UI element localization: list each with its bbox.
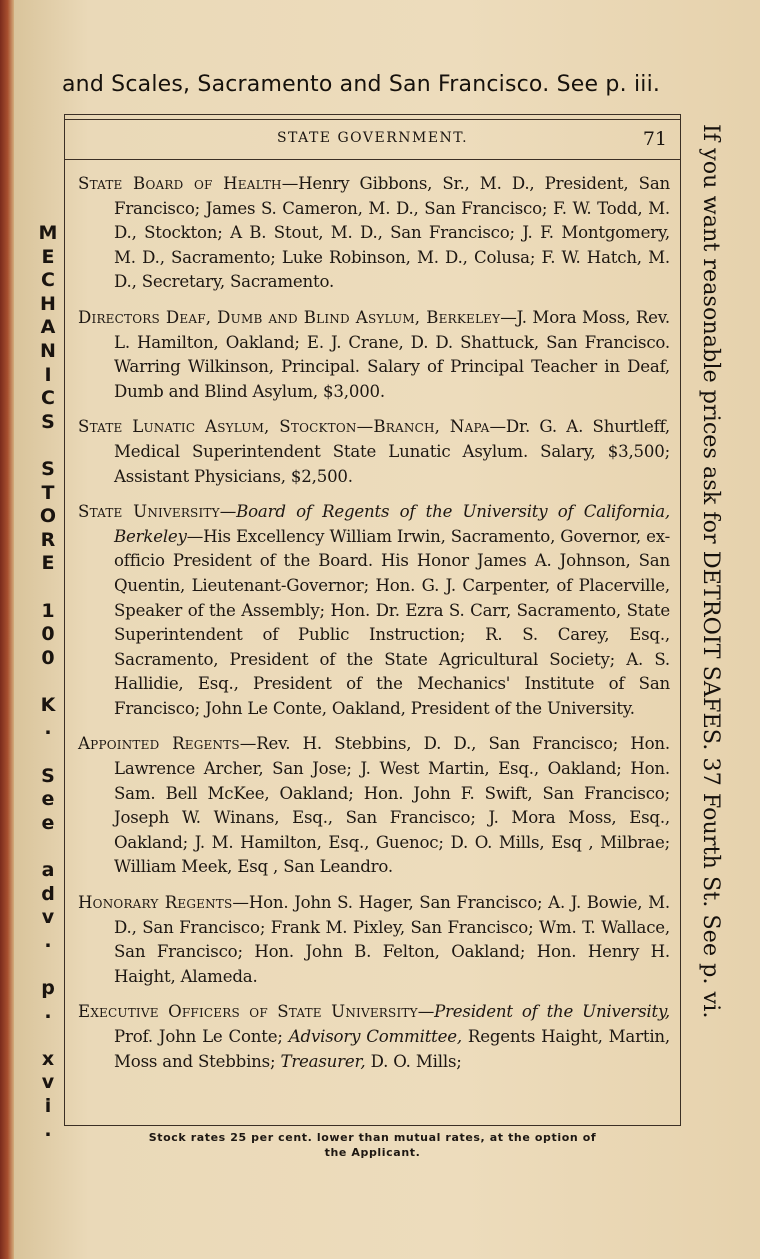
top-advertisement: and Scales, Sacramento and San Francisco. See p. iii. bbox=[62, 72, 661, 97]
left-ad-char: p bbox=[41, 977, 55, 999]
left-ad-char: 0 bbox=[41, 646, 55, 669]
left-ad-char: R bbox=[40, 528, 56, 551]
left-ad-char: H bbox=[40, 292, 56, 315]
footer-note bbox=[64, 1130, 681, 1160]
entry-deaf-dumb-blind-asylum bbox=[78, 306, 670, 404]
left-ad-char bbox=[34, 576, 62, 600]
left-ad-char bbox=[34, 953, 62, 977]
left-ad-char: E bbox=[41, 245, 55, 268]
left-ad-char bbox=[34, 741, 62, 765]
left-ad-char bbox=[34, 670, 62, 694]
entry-italic-3: Treasurer, bbox=[280, 1051, 366, 1071]
entry-appointed-regents bbox=[78, 732, 670, 880]
left-ad-char: . bbox=[44, 1118, 52, 1141]
entry-text: —Henry Gibbons, Sr., M. D., President, San Francisco; James S. Cameron, M. D., San Francisco; F. W. Todd, M. D., Stockton; A B. Stout, M. D., San Francisco; J. F. Montgomery, M. D., Sacramento; Luke Robinson, M. D., Colusa; F. W. Hatch, M. D., Secretary, Sacramento. bbox=[114, 174, 670, 292]
entry-text: —Dr. G. A. Shurtleff, Medical Superintendent State Lunatic Asylum. Salary, $3,500; Assistant Physicians, $2,500. bbox=[114, 417, 670, 486]
left-ad-char: . bbox=[44, 717, 52, 740]
entry-text: Prof. John Le Conte; bbox=[114, 1027, 289, 1046]
right-margin-advertisement bbox=[686, 124, 736, 1144]
left-ad-char bbox=[34, 434, 62, 458]
left-ad-char: e bbox=[41, 811, 55, 834]
page-number: 71 bbox=[642, 128, 667, 150]
running-head-title: STATE GOVERNMENT. bbox=[276, 130, 469, 146]
left-ad-char: 0 bbox=[41, 623, 55, 646]
left-ad-char: S bbox=[41, 410, 55, 433]
left-ad-char: 1 bbox=[41, 599, 55, 622]
left-ad-char: A bbox=[40, 316, 56, 339]
entry-heading: Honorary Regents bbox=[78, 893, 233, 913]
entry-text: —Rev. H. Stebbins, D. D., San Francisco; Hon. Lawrence Archer, San Jose; J. West Martin, Esq., Oakland; Hon. Sam. Bell McKee, Oakland; Hon. John F. Swift, San Francisco; Joseph W. Winans, Esq., San Francisco; J. Mora Moss, Esq., Oakland; J. M. Hamilton, Esq., Guenoc; D. O. Mills, Esq , Milbrae; William Meek, Esq , San Leandro. bbox=[114, 734, 670, 877]
entry-heading: State Board of Health bbox=[78, 174, 282, 193]
left-ad-char: S bbox=[41, 764, 55, 787]
entry-honorary-regents bbox=[78, 891, 670, 989]
left-ad-char: i bbox=[44, 1094, 52, 1117]
entry-italic: —President of the University, bbox=[417, 1002, 671, 1022]
left-ad-char: v bbox=[41, 1071, 55, 1094]
left-ad-char bbox=[34, 1024, 62, 1048]
entry-heading: State University bbox=[78, 502, 220, 522]
left-ad-char: a bbox=[41, 859, 55, 882]
left-ad-char: E bbox=[41, 552, 55, 575]
footer-line-2: the Applicant. bbox=[324, 1146, 421, 1159]
left-ad-char: . bbox=[44, 1000, 52, 1023]
entry-heading: Directors Deaf, Dumb and Blind Asylum, Berkeley bbox=[78, 307, 501, 327]
left-margin-advertisement bbox=[34, 222, 62, 1142]
entry-lunatic-asylum bbox=[78, 415, 670, 489]
entry-text: —His Excellency William Irwin, Sacramento, Governor, ex-officio President of the Board. His Honor James A. Johnson, San Quentin, Lieutenant-Governor; Hon. G. J. Carpenter, of Placerville, Speaker of the Assembly; Hon. Dr. Ezra S. Carr, Sacramento, State Superintendent of Public Instruction; R. S. Carey, Esq., Sacramento, President of the State Agricultural Society; A. S. Hallidie, Esq., President of the Mechanics' Institute of San Francisco; John Le Conte, Oakland, President of the University. bbox=[114, 526, 670, 718]
entry-board-of-health bbox=[78, 172, 670, 295]
entry-executive-officers bbox=[78, 1000, 670, 1074]
left-ad-char: C bbox=[41, 387, 55, 410]
left-ad-char: C bbox=[41, 269, 55, 292]
left-ad-char: v bbox=[41, 906, 55, 929]
book-binding-edge bbox=[0, 0, 14, 1259]
left-ad-char bbox=[34, 835, 62, 859]
left-ad-char: N bbox=[40, 339, 56, 362]
entry-heading: State Lunatic Asylum, Stockton—Branch, Napa bbox=[78, 417, 490, 437]
left-ad-char: x bbox=[41, 1047, 55, 1070]
footer-line-1: Stock rates 25 per cent. lower than mutual rates, at the option of bbox=[148, 1131, 597, 1144]
left-ad-char: e bbox=[41, 788, 55, 811]
left-ad-char: d bbox=[41, 882, 55, 905]
entry-text: —Hon. John S. Hager, San Francisco; A. J. Bowie, M. D., San Francisco; Frank M. Pixley, San Francisco; Wm. T. Wallace, San Francisco; Hon. John B. Felton, Oakland; Hon. Henry H. Haight, Alameda. bbox=[114, 893, 670, 986]
entry-italic-2: Advisory Committee, bbox=[288, 1027, 462, 1046]
entry-text-2: Regents Haight, Martin, Moss and Stebbins; bbox=[114, 1027, 670, 1071]
entry-heading: Appointed Regents bbox=[78, 734, 240, 754]
entry-text-3: D. O. Mills; bbox=[365, 1051, 462, 1071]
entries bbox=[78, 172, 670, 1085]
left-ad-char: K bbox=[40, 693, 56, 716]
entry-state-university bbox=[78, 500, 670, 721]
head-rule bbox=[64, 159, 681, 160]
left-ad-char: M bbox=[38, 222, 58, 244]
left-ad-char: . bbox=[44, 929, 52, 952]
right-advertisement-text: If you want reasonable prices ask for DETROIT SAFES. 37 Fourth St. See p. vi. bbox=[698, 124, 724, 1019]
left-ad-char: I bbox=[44, 363, 52, 386]
entry-italic: —Board of Regents of the University of California, Berkeley bbox=[114, 502, 670, 546]
left-ad-char: S bbox=[41, 457, 55, 480]
left-ad-char: T bbox=[41, 481, 55, 504]
running-head bbox=[64, 128, 681, 156]
entry-text: —J. Mora Moss, Rev. L. Hamilton, Oakland; E. J. Crane, D. D. Shattuck, San Francisco. Warring Wilkinson, Principal. Salary of Principal Teacher in Deaf, Dumb and Blind Asylum, $3,000. bbox=[114, 307, 671, 401]
entry-heading: Executive Officers of State University bbox=[78, 1002, 418, 1022]
left-ad-char: O bbox=[39, 505, 57, 528]
